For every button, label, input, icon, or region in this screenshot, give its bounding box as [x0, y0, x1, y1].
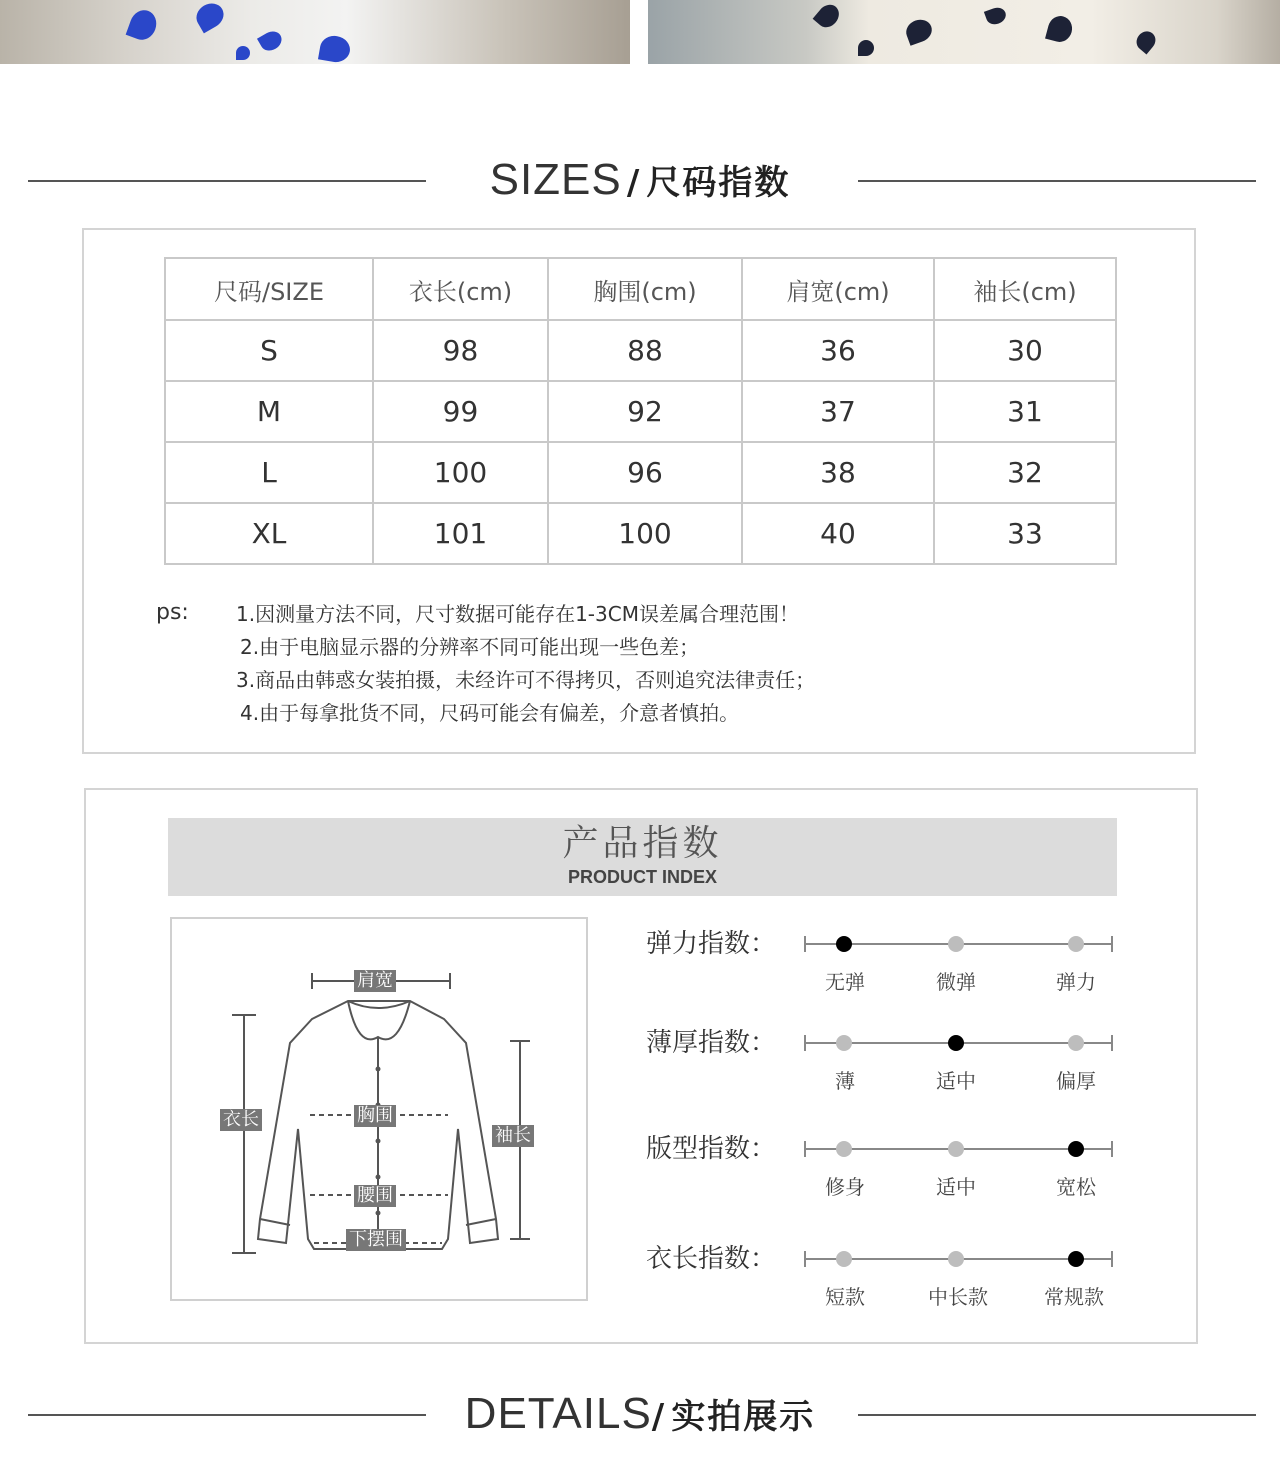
list-item: 1.因测量方法不同，尺寸数据可能存在1-3CM误差属合理范围！ — [236, 602, 799, 626]
metric-label: 薄厚指数： — [646, 1028, 777, 1058]
metric-option: 适中 — [936, 1069, 976, 1093]
label-sleeve: 袖长 — [492, 1125, 534, 1147]
metric-track-cap — [1111, 1141, 1113, 1157]
table-cell: M — [165, 381, 373, 442]
header-length: 衣长(cm) — [373, 258, 548, 320]
product-index-title-en: PRODUCT INDEX — [567, 867, 717, 887]
table-cell: 38 — [742, 442, 934, 503]
metric-track-cap — [804, 1035, 806, 1051]
metric-dot — [1068, 1251, 1084, 1267]
list-item: 4.由于每拿批货不同，尺码可能会有偏差，介意者慎拍。 — [240, 701, 740, 725]
sizes-title — [0, 150, 1280, 210]
table-cell: L — [165, 442, 373, 503]
table-cell: 88 — [548, 320, 742, 381]
table-cell: 40 — [742, 503, 934, 564]
table-cell: 98 — [373, 320, 548, 381]
metric-fit — [646, 1131, 1126, 1211]
metric-dot — [1068, 936, 1084, 952]
metric-garment-length — [646, 1241, 1126, 1321]
size-table-header-row — [165, 258, 1116, 320]
metric-option: 中长款 — [928, 1285, 988, 1309]
label-chest: 胸围 — [354, 1105, 396, 1127]
header-sleeve: 袖长(cm) — [934, 258, 1116, 320]
notes-label: ps: — [156, 600, 189, 625]
metric-track-cap — [1111, 1035, 1113, 1051]
metric-dot — [948, 936, 964, 952]
metric-option: 微弹 — [936, 970, 976, 994]
metric-option: 弹力 — [1056, 970, 1096, 994]
size-panel — [82, 228, 1196, 754]
sizes-title-cn: 尺码指数 — [646, 163, 791, 203]
sizes-title-separator: / — [626, 163, 642, 203]
metric-dot — [836, 1035, 852, 1051]
metric-dot — [836, 936, 852, 952]
details-title-cn: 实拍展示 — [671, 1397, 816, 1437]
metric-dot — [948, 1251, 964, 1267]
metric-option: 宽松 — [1056, 1175, 1096, 1199]
table-cell: 92 — [548, 381, 742, 442]
table-cell: 32 — [934, 442, 1116, 503]
notes-list — [236, 598, 815, 730]
table-cell: 33 — [934, 503, 1116, 564]
metric-dot — [836, 1251, 852, 1267]
table-cell: 100 — [548, 503, 742, 564]
metric-thickness — [646, 1025, 1126, 1105]
product-index-title-cn: 产品指数 — [562, 823, 723, 864]
metric-option: 偏厚 — [1056, 1069, 1096, 1093]
metric-track-cap — [804, 1141, 806, 1157]
details-title — [0, 1384, 1280, 1444]
size-table — [164, 257, 1117, 565]
table-row — [165, 442, 1116, 503]
label-length: 衣长 — [220, 1109, 262, 1131]
table-cell: 30 — [934, 320, 1116, 381]
details-title-en: DETAILS — [464, 1389, 652, 1438]
metric-option: 修身 — [825, 1175, 865, 1199]
list-item: 3.商品由韩惑女装拍摄，未经许可不得拷贝，否则追究法律责任； — [236, 668, 816, 692]
details-title-separator: / — [651, 1397, 667, 1437]
table-cell: 37 — [742, 381, 934, 442]
table-cell: 96 — [548, 442, 742, 503]
list-item: 2.由于电脑显示器的分辨率不同可能出现一些色差； — [240, 635, 700, 659]
metric-option: 适中 — [936, 1175, 976, 1199]
label-hem: 下摆围 — [346, 1229, 406, 1251]
table-row — [165, 381, 1116, 442]
metric-track-cap — [804, 1251, 806, 1267]
table-cell: 99 — [373, 381, 548, 442]
table-row — [165, 320, 1116, 381]
metric-dot — [948, 1141, 964, 1157]
metric-option: 无弹 — [825, 970, 865, 994]
metric-option: 薄 — [835, 1069, 855, 1093]
table-row — [165, 503, 1116, 564]
table-cell: S — [165, 320, 373, 381]
measurement-diagram — [170, 917, 588, 1301]
table-cell: 31 — [934, 381, 1116, 442]
metric-track-cap — [804, 936, 806, 952]
header-chest: 胸围(cm) — [548, 258, 742, 320]
metric-option: 常规款 — [1044, 1285, 1104, 1309]
metric-label: 弹力指数： — [646, 929, 777, 959]
product-index-header — [168, 818, 1117, 896]
table-cell: 101 — [373, 503, 548, 564]
table-cell: XL — [165, 503, 373, 564]
metric-track-cap — [1111, 936, 1113, 952]
product-photo-right — [648, 0, 1280, 64]
header-size: 尺码/SIZE — [165, 258, 373, 320]
metric-label: 衣长指数： — [646, 1244, 777, 1274]
label-waist: 腰围 — [354, 1185, 396, 1207]
metric-dot — [1068, 1035, 1084, 1051]
product-photo-left — [0, 0, 630, 64]
metric-option: 短款 — [825, 1285, 865, 1309]
table-cell: 100 — [373, 442, 548, 503]
metric-dot — [836, 1141, 852, 1157]
metric-elasticity — [646, 926, 1126, 1006]
metric-dot — [948, 1035, 964, 1051]
product-index-panel — [84, 788, 1198, 1344]
label-shoulder: 肩宽 — [354, 970, 396, 992]
metric-track-cap — [1111, 1251, 1113, 1267]
metric-label: 版型指数： — [646, 1134, 777, 1164]
table-cell: 36 — [742, 320, 934, 381]
sizes-title-en: SIZES — [489, 155, 622, 204]
header-shoulder: 肩宽(cm) — [742, 258, 934, 320]
metric-dot — [1068, 1141, 1084, 1157]
